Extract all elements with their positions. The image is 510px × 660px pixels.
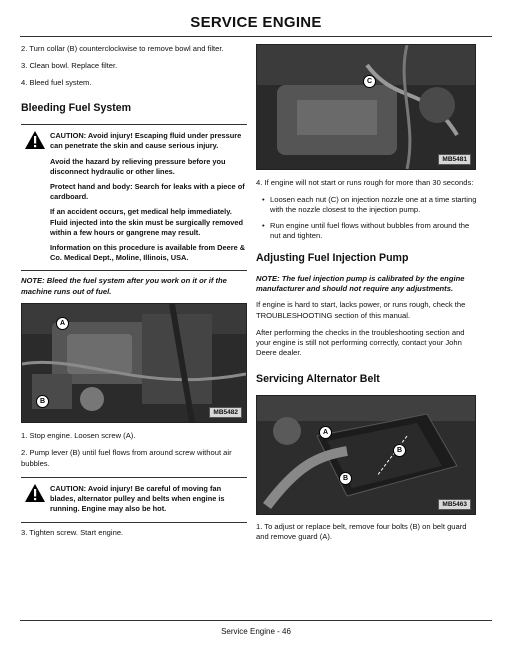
heading-bleeding-fuel-system: Bleeding Fuel System bbox=[21, 102, 132, 115]
photo-alternator-belt bbox=[256, 395, 476, 515]
photo-fuel-pump bbox=[21, 303, 247, 423]
list-item: • Loosen each nut (C) on injection nozzle one at a time starting with the nozzle closest to the injection pump. bbox=[256, 195, 478, 216]
footer-divider bbox=[20, 620, 492, 621]
para-hard-to-start: If engine is hard to start, lacks power, or runs rough, check the TROUBLESHOOTING section of this manual. bbox=[256, 300, 466, 320]
callout-c: C bbox=[363, 75, 376, 88]
heading-servicing-alternator-belt: Servicing Alternator Belt bbox=[256, 372, 380, 385]
left-column bbox=[21, 44, 247, 545]
photo-id-label: MB5463 bbox=[438, 499, 471, 510]
step-if-engine-rough: 4. If engine will not start or runs rough for more than 30 seconds: bbox=[256, 178, 474, 187]
bleeding-bullet-list bbox=[256, 195, 478, 242]
warning-triangle-icon bbox=[24, 130, 46, 150]
caution-text: CAUTION: Avoid injury! Be careful of moving fan blades, alternator pulley and belts when engine is running. Engine may also be hot. bbox=[50, 483, 225, 514]
photo-id-label: MB5481 bbox=[438, 154, 471, 165]
warning-triangle-icon bbox=[24, 483, 46, 503]
caution-text: CAUTION: Avoid injury! Escaping fluid under pressure can penetrate the skin and cause serious injury. bbox=[50, 131, 242, 151]
caution-text: Information on this procedure is available from Deere & Co. Medical Dept., Moline, Illinois, USA. bbox=[50, 243, 246, 263]
caution-box-fan bbox=[21, 477, 247, 523]
step-stop-engine: 1. Stop engine. Loosen screw (A). bbox=[21, 431, 136, 441]
right-column bbox=[256, 44, 478, 549]
step-pump-lever: 2. Pump lever (B) until fuel flows from around screw without air bubbles. bbox=[21, 448, 232, 468]
caution-text: Protect hand and body: Search for leaks with a piece of cardboard. bbox=[50, 182, 245, 202]
callout-b: B bbox=[36, 395, 49, 408]
heading-adjusting-injection-pump: Adjusting Fuel Injection Pump bbox=[256, 251, 409, 264]
step-bleed-fuel: 4. Bleed fuel system. bbox=[21, 77, 92, 87]
caution-text: Avoid the hazard by relieving pressure before you disconnect hydraulic or other lines. bbox=[50, 156, 226, 176]
callout-b: B bbox=[393, 444, 406, 457]
callout-a: A bbox=[56, 317, 69, 330]
callout-b: B bbox=[339, 472, 352, 485]
page-title: SERVICE ENGINE bbox=[190, 14, 322, 31]
header-divider bbox=[20, 36, 492, 37]
step-turn-collar: 2. Turn collar (B) counterclockwise to remove bowl and filter. bbox=[21, 44, 224, 53]
list-item: • Run engine until fuel flows without bubbles from around the nut and tighten. bbox=[256, 221, 478, 242]
caution-text: If an accident occurs, get medical help immediately. Fluid injected into the skin must be surgically removed within a few hours or gangrene may result. bbox=[50, 207, 244, 237]
step-clean-bowl: 3. Clean bowl. Replace filter. bbox=[21, 60, 118, 70]
page-footer: Service Engine - 46 bbox=[221, 627, 291, 636]
para-contact-dealer: After performing the checks in the troubleshooting section and your engine is still not performing correctly, contact your John Deere dealer. bbox=[256, 327, 465, 358]
step-adjust-belt: 1. To adjust or replace belt, remove four bolts (B) on belt guard and remove guard (A). bbox=[256, 521, 467, 542]
photo-id-label: MB5482 bbox=[209, 407, 242, 418]
note-injection-pump: NOTE: The fuel injection pump is calibrated by the engine manufacturer and should not require any adjustments. bbox=[256, 273, 465, 293]
photo-injection-nozzle bbox=[256, 44, 476, 170]
callout-a: A bbox=[319, 426, 332, 439]
caution-box-fluid bbox=[21, 124, 247, 271]
step-tighten-screw: 3. Tighten screw. Start engine. bbox=[21, 527, 124, 537]
note-bleed-fuel: NOTE: Bleed the fuel system after you work on it or if the machine runs out of fuel. bbox=[21, 276, 227, 296]
